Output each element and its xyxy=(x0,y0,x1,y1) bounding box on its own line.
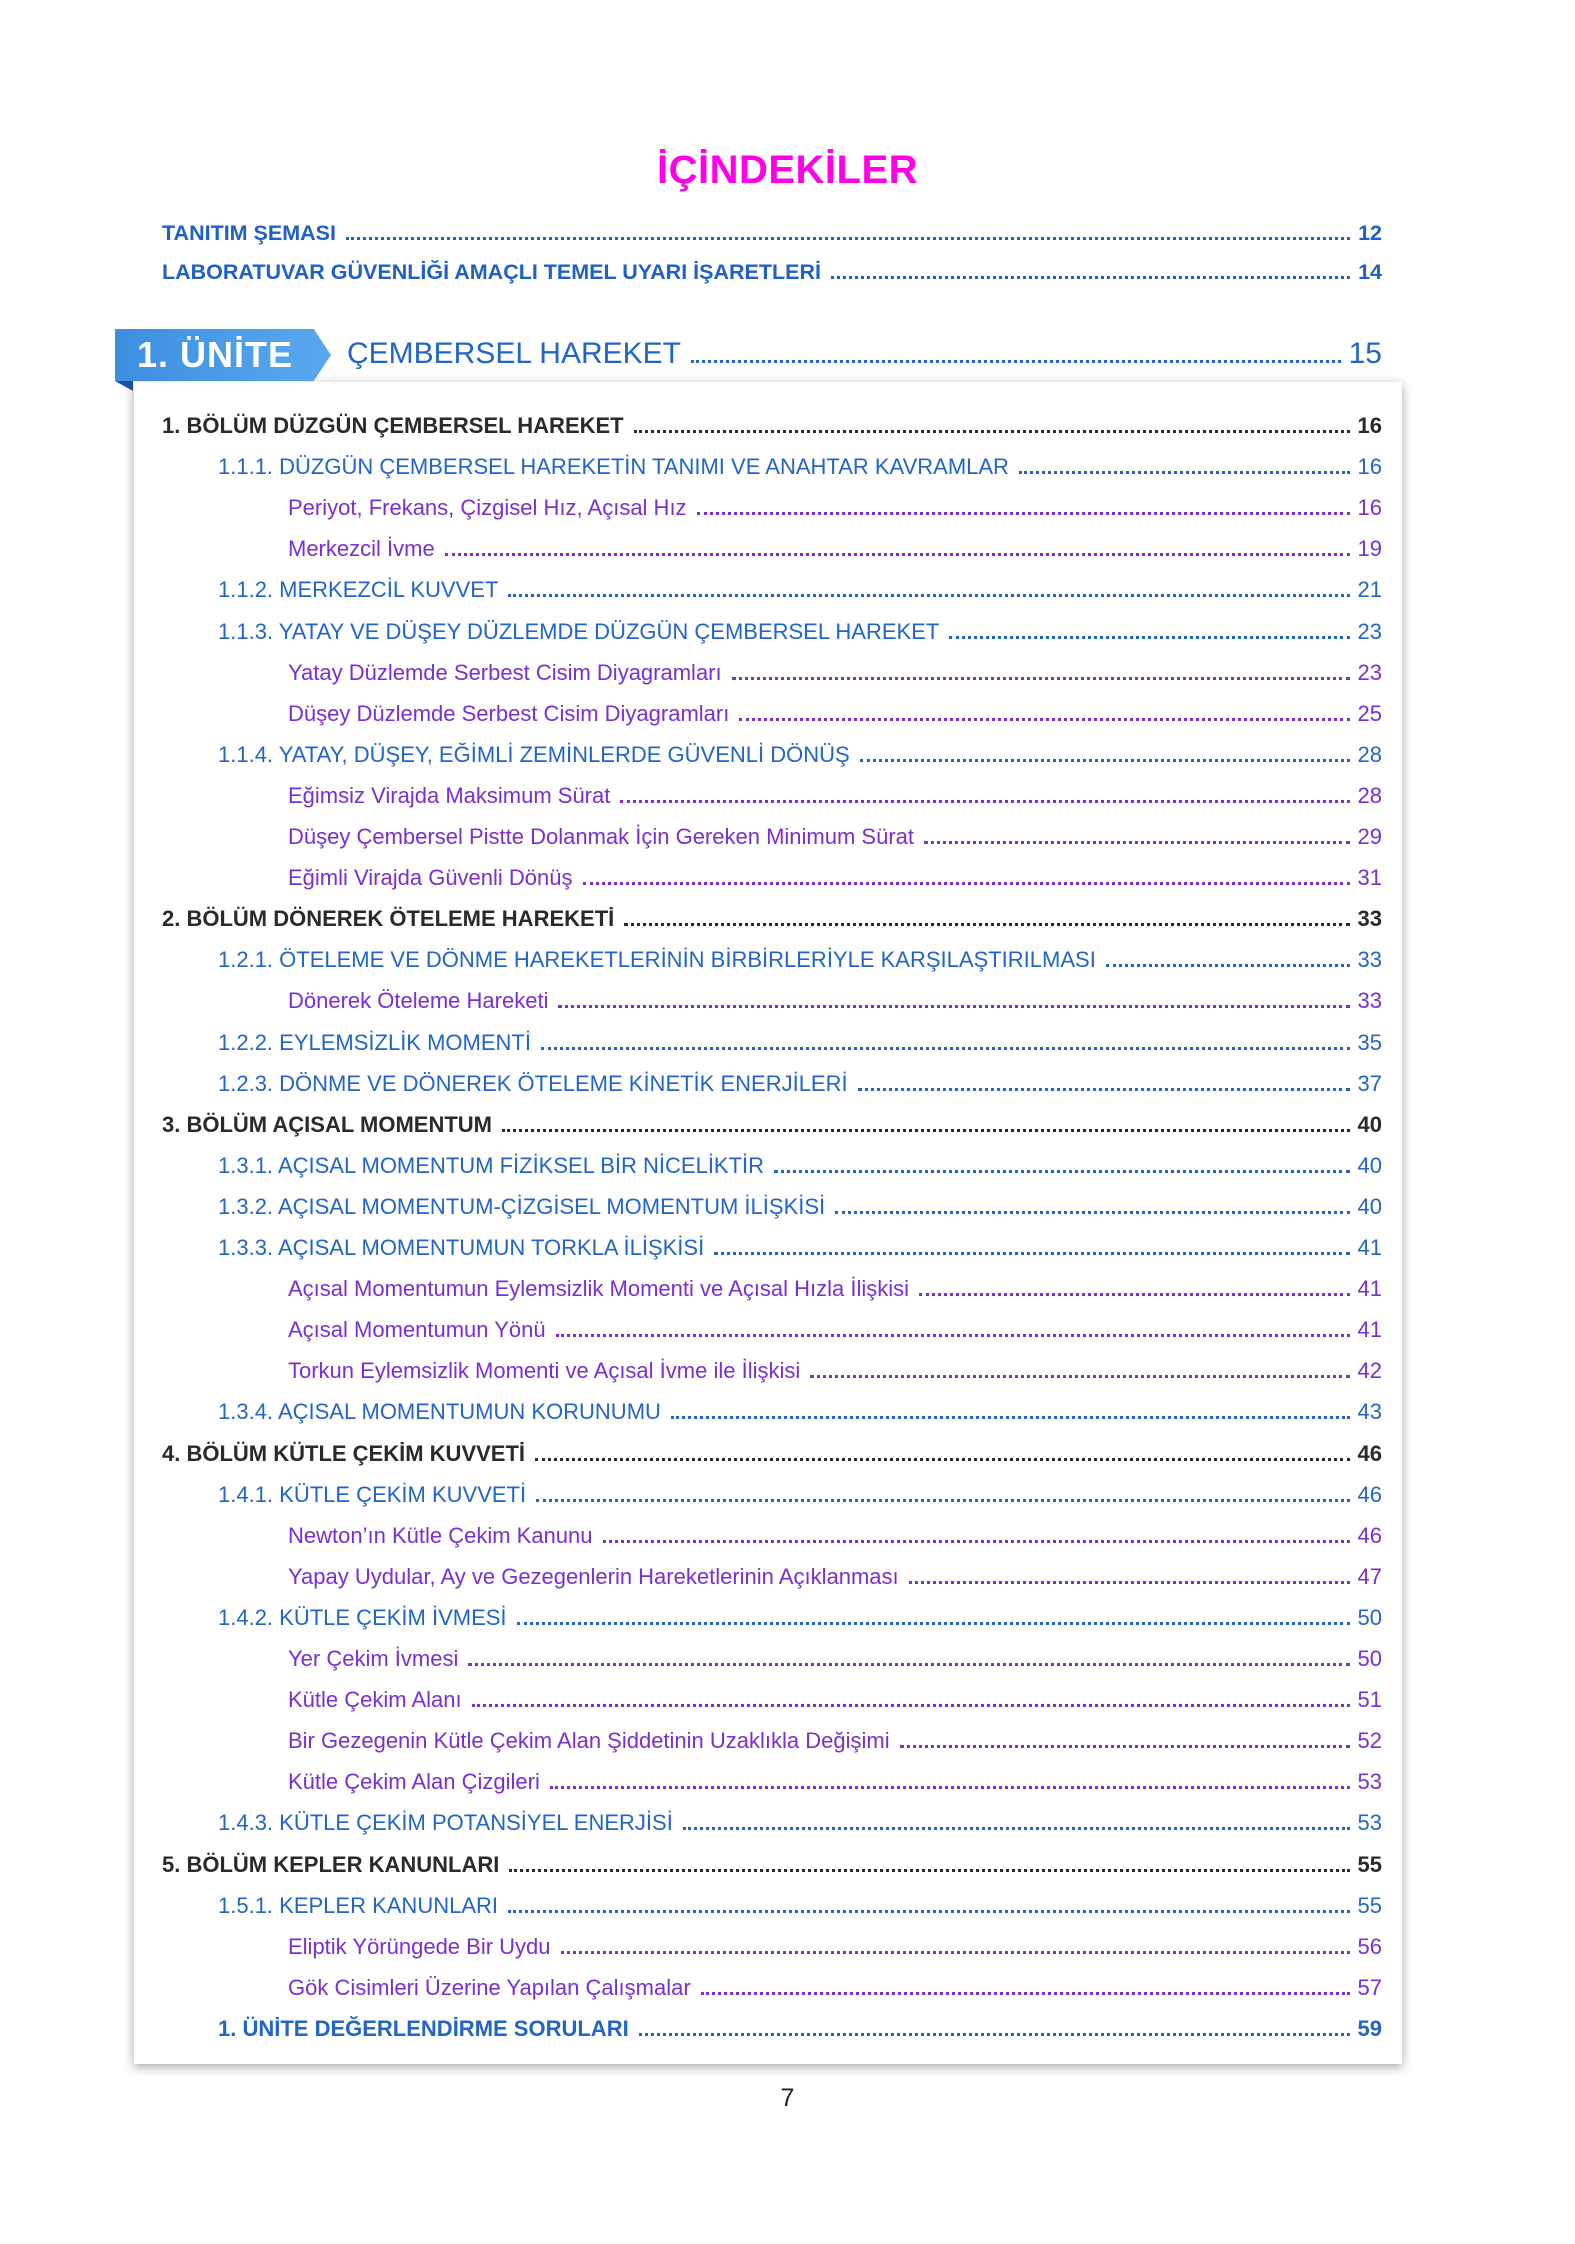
dot-leader xyxy=(714,1252,1349,1255)
toc-entry-label: Newton’ın Kütle Çekim Kanunu xyxy=(288,1522,593,1548)
toc-entry-page: 19 xyxy=(1357,536,1382,562)
dot-leader xyxy=(924,841,1350,844)
toc-entry-sub[interactable] xyxy=(218,947,1382,973)
toc-entry-label: 1.2.2. EYLEMSİZLİK MOMENTİ xyxy=(218,1029,531,1055)
toc-entry-topic[interactable] xyxy=(288,1769,1382,1795)
toc-entry-sub[interactable] xyxy=(218,619,1382,645)
dot-leader xyxy=(517,1622,1350,1625)
toc-entry-page: 16 xyxy=(1357,413,1382,438)
dot-leader xyxy=(683,1827,1350,1830)
toc-entry-topic[interactable] xyxy=(288,824,1382,850)
dot-leader xyxy=(697,512,1350,515)
dot-leader xyxy=(774,1170,1349,1173)
dot-leader xyxy=(583,882,1350,885)
toc-entry-page: 33 xyxy=(1357,947,1382,973)
toc-entry-label: Yer Çekim İvmesi xyxy=(288,1646,459,1671)
dot-leader xyxy=(639,2033,1350,2036)
toc-entry-label: 1. BÖLÜM DÜZGÜN ÇEMBERSEL HAREKET xyxy=(162,413,624,438)
dot-leader xyxy=(508,594,1349,597)
unit-title: ÇEMBERSEL HAREKET xyxy=(347,337,681,370)
toc-entry-page: 52 xyxy=(1357,1728,1382,1754)
toc-unit-heading[interactable] xyxy=(347,337,1382,371)
toc-entry-label: Bir Gezegenin Kütle Çekim Alan Şiddetinin Uzaklıkla Değişimi xyxy=(288,1728,890,1754)
toc-entry-label: 1.1.4. YATAY, DÜŞEY, EĞİMLİ ZEMİNLERDE GÜVENLİ DÖNÜŞ xyxy=(218,741,850,767)
toc-entry-page: 33 xyxy=(1357,988,1382,1014)
toc-entry-label: 3. BÖLÜM AÇISAL MOMENTUM xyxy=(162,1111,492,1137)
toc-entry-topic[interactable] xyxy=(288,1317,1382,1343)
toc-entry-page: 14 xyxy=(1358,260,1382,284)
toc-entry-topic[interactable] xyxy=(288,1523,1382,1549)
toc-entry-page: 37 xyxy=(1357,1070,1382,1096)
toc-entry-sub[interactable] xyxy=(218,577,1382,603)
dot-leader xyxy=(603,1540,1350,1543)
dot-leader xyxy=(509,1869,1349,1872)
toc-entry-sub[interactable] xyxy=(218,1030,1382,1056)
toc-entry-topic[interactable] xyxy=(288,1564,1382,1590)
dot-leader xyxy=(502,1129,1350,1132)
toc-entry-page: 55 xyxy=(1357,1892,1382,1918)
toc-entry-eval[interactable] xyxy=(218,2016,1382,2042)
toc-entry-bolum[interactable] xyxy=(162,1852,1382,1878)
toc-entry-topic[interactable] xyxy=(288,1975,1382,2001)
dot-leader xyxy=(445,553,1350,556)
dot-leader xyxy=(1019,471,1350,474)
toc-entry-topic[interactable] xyxy=(288,536,1382,562)
toc-entry-page: 53 xyxy=(1357,1769,1382,1795)
toc-entry-page: 57 xyxy=(1357,1974,1382,2000)
dot-leader xyxy=(858,1088,1350,1091)
unit-badge: 1. ÜNİTE xyxy=(136,334,294,375)
toc-entry-label: 1.4.2. KÜTLE ÇEKİM İVMESİ xyxy=(218,1604,507,1630)
toc-entry-label: 1.3.3. AÇISAL MOMENTUMUN TORKLA İLİŞKİSİ xyxy=(218,1235,705,1260)
dot-leader xyxy=(541,1047,1350,1050)
page-title: İÇİNDEKİLER xyxy=(656,148,919,192)
toc-entry-label: 1.4.1. KÜTLE ÇEKİM KUVVETİ xyxy=(218,1481,527,1507)
dot-leader xyxy=(831,276,1350,279)
toc-entry-tanitim[interactable] xyxy=(162,221,1382,246)
toc-entry-label: Düşey Çembersel Pistte Dolanmak İçin Gereken Minimum Sürat xyxy=(288,824,915,849)
toc-entry-label: 1. ÜNİTE DEĞERLENDİRME SORULARI xyxy=(218,2015,629,2041)
toc-entry-bolum[interactable] xyxy=(162,413,1382,439)
toc-entry-page: 23 xyxy=(1357,618,1382,644)
toc-entry-sub[interactable] xyxy=(218,742,1382,768)
dot-leader xyxy=(909,1581,1350,1584)
toc-entry-page: 55 xyxy=(1357,1851,1382,1877)
toc-entry-page: 46 xyxy=(1357,1522,1382,1548)
dot-leader xyxy=(701,1992,1350,1995)
toc-entry-label: Eliptik Yörüngede Bir Uydu xyxy=(288,1933,551,1959)
toc-entry-label: 1.1.3. YATAY VE DÜŞEY DÜZLEMDE DÜZGÜN ÇEMBERSEL HAREKET xyxy=(218,618,940,644)
toc-entry-bolum[interactable] xyxy=(162,1441,1382,1467)
toc-entry-page: 41 xyxy=(1357,1276,1382,1302)
toc-entry-topic[interactable] xyxy=(288,1646,1382,1672)
toc-entry-page: 41 xyxy=(1357,1317,1382,1343)
dot-leader xyxy=(620,800,1349,803)
dot-leader xyxy=(508,1910,1350,1913)
toc-entry-bolum[interactable] xyxy=(162,906,1382,932)
toc-entry-page: 16 xyxy=(1357,495,1382,521)
toc-entry-label: Gök Cisimleri Üzerine Yapılan Çalışmalar xyxy=(288,1974,691,2000)
toc-entry-page: 16 xyxy=(1357,454,1382,480)
toc-entry-page: 29 xyxy=(1357,824,1382,849)
dot-leader xyxy=(558,1005,1349,1008)
page-number: 7 xyxy=(780,2084,795,2112)
toc-entry-sub[interactable] xyxy=(218,1810,1382,1836)
toc-entry-topic[interactable] xyxy=(288,1687,1382,1713)
toc-entry-topic[interactable] xyxy=(288,660,1382,686)
dot-leader xyxy=(634,430,1350,433)
toc-entry-page: 40 xyxy=(1357,1193,1382,1219)
toc-entry-label: Kütle Çekim Alanı xyxy=(288,1687,462,1713)
toc-entry-page: 31 xyxy=(1357,865,1382,891)
toc-entry-bolum[interactable] xyxy=(162,1112,1382,1138)
dot-leader xyxy=(949,636,1349,639)
toc-entry-page: 43 xyxy=(1357,1399,1382,1425)
toc-entry-label: 1.2.1. ÖTELEME VE DÖNME HAREKETLERİNİN BİRBİRLERİYLE KARŞILAŞTIRILMASI xyxy=(218,947,1096,973)
toc-entry-label: Merkezcil İvme xyxy=(288,536,435,562)
dot-leader xyxy=(624,923,1349,926)
toc-entry-label: 1.3.2. AÇISAL MOMENTUM-ÇİZGİSEL MOMENTUM İLİŞKİSİ xyxy=(218,1193,826,1219)
toc-entry-page: 28 xyxy=(1357,741,1382,767)
toc-entry-label: Düşey Düzlemde Serbest Cisim Diyagramları xyxy=(288,700,730,726)
toc-entry-page: 50 xyxy=(1357,1604,1382,1630)
toc-entry-label: LABORATUVAR GÜVENLİĞİ AMAÇLI TEMEL UYARI İŞARETLERİ xyxy=(162,260,821,284)
toc-entry-sub[interactable] xyxy=(218,1235,1382,1261)
toc-entry-topic[interactable] xyxy=(288,865,1382,891)
toc-entry-label: Periyot, Frekans, Çizgisel Hız, Açısal Hız xyxy=(288,495,687,521)
toc-entry-label: Açısal Momentumun Yönü xyxy=(288,1317,546,1343)
toc-entry-label: 1.4.3. KÜTLE ÇEKİM POTANSİYEL ENERJİSİ xyxy=(218,1810,673,1836)
toc-entry-topic[interactable] xyxy=(288,1276,1382,1302)
toc-entry-topic[interactable] xyxy=(288,1934,1382,1960)
toc-entry-topic[interactable] xyxy=(288,495,1382,521)
toc-entry-sub[interactable] xyxy=(218,1194,1382,1220)
toc-entry-label: 4. BÖLÜM KÜTLE ÇEKİM KUVVETİ xyxy=(162,1440,526,1466)
unit-page: 15 xyxy=(1348,337,1382,370)
toc-entry-label: 1.2.3. DÖNME VE DÖNEREK ÖTELEME KİNETİK ENERJİLERİ xyxy=(218,1070,848,1096)
dot-leader xyxy=(739,718,1349,721)
dot-leader xyxy=(671,1416,1350,1419)
toc-entry-page: 35 xyxy=(1357,1029,1382,1055)
toc-entry-label: 1.3.1. AÇISAL MOMENTUM FİZİKSEL BİR NİCELİKTİR xyxy=(218,1152,765,1178)
toc-entry-label: 1.5.1. KEPLER KANUNLARI xyxy=(218,1892,499,1918)
dot-leader xyxy=(556,1334,1350,1337)
toc-entry-page: 12 xyxy=(1358,221,1382,245)
toc-entry-page: 28 xyxy=(1357,782,1382,808)
toc-entry-page: 59 xyxy=(1357,2015,1382,2041)
toc-entry-topic[interactable] xyxy=(288,701,1382,727)
toc-entry-label: Kütle Çekim Alan Çizgileri xyxy=(288,1769,540,1795)
toc-entry-label: 1.1.2. MERKEZCİL KUVVET xyxy=(218,577,499,603)
dot-leader xyxy=(535,1458,1350,1461)
toc-entry-page: 46 xyxy=(1357,1481,1382,1507)
toc-entry-label: Yatay Düzlemde Serbest Cisim Diyagramları xyxy=(288,659,722,685)
dot-leader xyxy=(346,237,1350,240)
toc-entry-sub[interactable] xyxy=(218,1605,1382,1631)
toc-entry-label: Torkun Eylemsizlik Momenti ve Açısal İvme ile İlişkisi xyxy=(288,1358,801,1384)
toc-entry-label: 1.1.1. DÜZGÜN ÇEMBERSEL HAREKETİN TANIMI VE ANAHTAR KAVRAMLAR xyxy=(218,454,1009,480)
toc-entry-lab-safety[interactable] xyxy=(162,260,1382,285)
dot-leader xyxy=(472,1704,1350,1707)
toc-entry-sub[interactable] xyxy=(218,1399,1382,1425)
toc-entry-page: 50 xyxy=(1357,1646,1382,1671)
dot-leader xyxy=(561,1951,1350,1954)
toc-entry-label: TANITIM ŞEMASI xyxy=(162,221,336,245)
toc-entry-page: 56 xyxy=(1357,1933,1382,1959)
toc-entry-label: 5. BÖLÜM KEPLER KANUNLARI xyxy=(162,1851,500,1877)
dot-leader xyxy=(900,1745,1350,1748)
toc-entry-page: 33 xyxy=(1357,906,1382,932)
toc-entry-label: Dönerek Öteleme Hareketi xyxy=(288,988,549,1014)
toc-entry-page: 21 xyxy=(1357,577,1382,603)
toc-entry-label: Yapay Uydular, Ay ve Gezegenlerin Hareketlerinin Açıklanması xyxy=(288,1563,899,1589)
dot-leader xyxy=(919,1293,1349,1296)
toc-entry-page: 51 xyxy=(1357,1687,1382,1713)
toc-entry-page: 41 xyxy=(1357,1235,1382,1260)
dot-leader xyxy=(860,759,1350,762)
toc-entry-sub[interactable] xyxy=(218,1153,1382,1179)
toc-entry-sub[interactable] xyxy=(218,454,1382,480)
toc-entry-label: 1.3.4. AÇISAL MOMENTUMUN KORUNUMU xyxy=(218,1399,661,1425)
toc-entry-label: 2. BÖLÜM DÖNEREK ÖTELEME HAREKETİ xyxy=(162,906,615,932)
toc-entry-label: Eğimli Virajda Güvenli Dönüş xyxy=(288,865,573,891)
dot-leader xyxy=(550,1786,1350,1789)
toc-entry-page: 25 xyxy=(1357,700,1382,726)
dot-leader xyxy=(732,677,1350,680)
dot-leader xyxy=(468,1663,1349,1666)
toc-entry-sub[interactable] xyxy=(218,1071,1382,1097)
toc-entry-page: 42 xyxy=(1357,1358,1382,1384)
toc-entry-topic[interactable] xyxy=(288,783,1382,809)
toc-entry-sub[interactable] xyxy=(218,1482,1382,1508)
dot-leader xyxy=(810,1375,1349,1378)
dot-leader xyxy=(691,360,1341,363)
dot-leader xyxy=(835,1211,1349,1214)
dot-leader xyxy=(536,1499,1349,1502)
toc-entry-topic[interactable] xyxy=(288,1728,1382,1754)
toc-entry-page: 40 xyxy=(1357,1152,1382,1178)
dot-leader xyxy=(1106,964,1350,967)
toc-entry-label: Eğimsiz Virajda Maksimum Sürat xyxy=(288,782,611,808)
unit-badge-fold xyxy=(115,381,133,391)
toc-entry-topic[interactable] xyxy=(288,1358,1382,1384)
toc-entry-label: Açısal Momentumun Eylemsizlik Momenti ve Açısal Hızla İlişkisi xyxy=(288,1276,910,1302)
toc-entry-page: 47 xyxy=(1357,1563,1382,1589)
toc-entry-page: 53 xyxy=(1357,1810,1382,1836)
toc-entry-page: 46 xyxy=(1357,1440,1382,1466)
toc-entry-page: 23 xyxy=(1357,659,1382,685)
toc-entry-topic[interactable] xyxy=(288,988,1382,1014)
toc-entry-page: 40 xyxy=(1357,1111,1382,1137)
toc-entry-sub[interactable] xyxy=(218,1893,1382,1919)
